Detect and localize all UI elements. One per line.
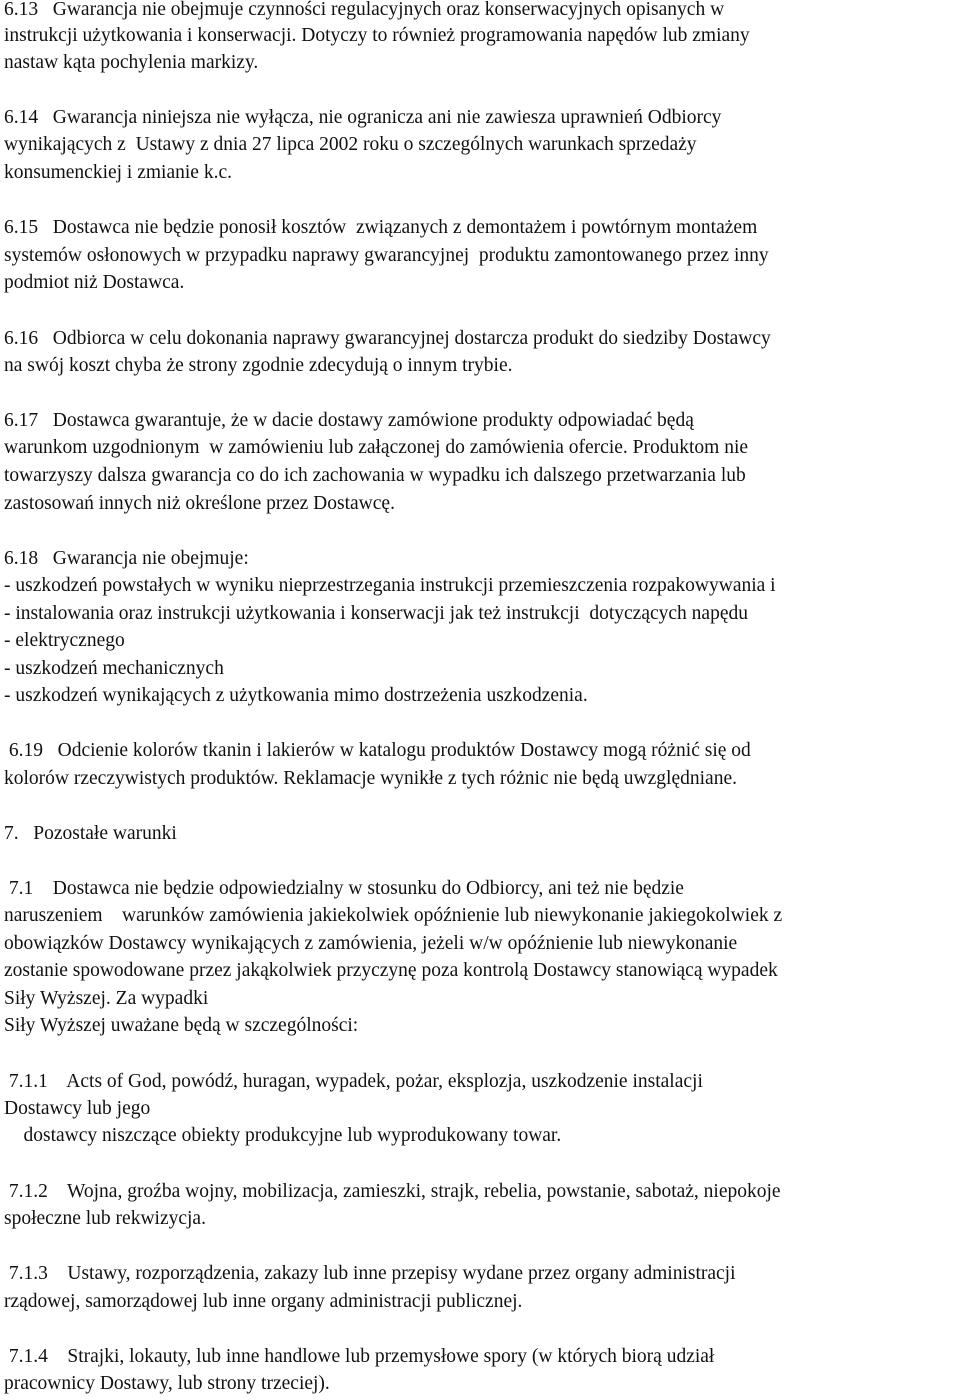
section-7-1-1-line-1: 7.1.1 Acts of God, powódź, huragan, wypadek, pożar, eksplozja, uszkodzenie instalacji [4, 1071, 703, 1092]
section-6-13-line-1: 6.13 Gwarancja nie obejmuje czynności regulacyjnych oraz konserwacyjnych opisanych w [4, 0, 725, 20]
section-6-19-line-2: kolorów rzeczywistych produktów. Reklamacje wynikłe z tych różnic nie będą uwzględniane. [4, 768, 737, 789]
section-7-1-line-1: 7.1 Dostawca nie będzie odpowiedzialny w stosunku do Odbiorcy, ani też nie będzie [4, 878, 684, 899]
section-7-1-line-4: zostanie spowodowane przez jakąkolwiek przyczynę poza kontrolą Dostawcy stanowiącą wypadek [4, 960, 778, 981]
section-6-15-line-2: systemów osłonowych w przypadku naprawy gwarancyjnej produktu zamontowanego przez inny [4, 245, 769, 266]
section-6-13-line-2: instrukcji użytkowania i konserwacji. Dotyczy to również programowania napędów lub zmiany [4, 25, 750, 46]
section-6-17-line-4: zastosowań innych niż określone przez Dostawcę. [4, 493, 395, 514]
section-7-1-2-line-2: społeczne lub rekwizycja. [4, 1208, 206, 1229]
section-6-16-line-2: na swój koszt chyba że strony zgodnie zdecydują o innym trybie. [4, 355, 513, 376]
section-6-18-line-1: 6.18 Gwarancja nie obejmuje: [4, 548, 249, 569]
section-7-1-3-line-1: 7.1.3 Ustawy, rozporządzenia, zakazy lub inne przepisy wydane przez organy administracji [4, 1263, 736, 1284]
section-6-18-item-4: - uszkodzeń mechanicznych [4, 658, 224, 679]
section-7-1-line-3: obowiązków Dostawcy wynikających z zamówienia, jeżeli w/w opóźnienie lub niewykonanie [4, 933, 738, 954]
section-7-heading: 7. Pozostałe warunki [4, 823, 177, 844]
section-6-14-line-2: wynikających z Ustawy z dnia 27 lipca 2002 roku o szczególnych warunkach sprzedaży [4, 134, 697, 155]
section-7-1-4-line-1: 7.1.4 Strajki, lokauty, lub inne handlowe lub przemysłowe spory (w których biorą udział [4, 1346, 715, 1367]
section-6-18-item-2: - instalowania oraz instrukcji użytkowania i konserwacji jak też instrukcji dotyczących napędu [4, 603, 748, 624]
section-7-1-line-6: Siły Wyższej uważane będą w szczególności: [4, 1015, 359, 1036]
section-6-17-line-1: 6.17 Dostawca gwarantuje, że w dacie dostawy zamówione produkty odpowiadać będą [4, 410, 694, 431]
section-6-18-item-5: - uszkodzeń wynikających z użytkowania mimo dostrzeżenia uszkodzenia. [4, 685, 588, 706]
section-7-1-line-2: naruszeniem warunków zamówienia jakiekolwiek opóźnienie lub niewykonanie jakiegokolwiek z [4, 905, 783, 926]
section-6-13-line-3: nastaw kąta pochylenia markizy. [4, 52, 259, 73]
section-6-14-line-3: konsumenckiej i zmianie k.c. [4, 162, 232, 183]
section-6-14-line-1: 6.14 Gwarancja niniejsza nie wyłącza, nie ogranicza ani nie zawiesza uprawnień Odbiorcy [4, 107, 722, 128]
section-7-1-1-line-2: Dostawcy lub jego [4, 1098, 151, 1119]
section-7-1-3-line-2: rządowej, samorządowej lub inne organy administracji publicznej. [4, 1291, 523, 1312]
section-6-16-line-1: 6.16 Odbiorca w celu dokonania naprawy gwarancyjnej dostarcza produkt do siedziby Dostawcy [4, 328, 771, 349]
section-6-15-line-1: 6.15 Dostawca nie będzie ponosił kosztów związanych z demontażem i powtórnym montażem [4, 217, 758, 238]
section-6-17-line-2: warunkom uzgodnionym w zamówieniu lub załączonej do zamówienia ofercie. Produktom nie [4, 437, 749, 458]
section-7-1-4-line-2: pracownicy Dostawy, lub strony trzeciej). [4, 1373, 330, 1394]
section-6-15-line-3: podmiot niż Dostawca. [4, 272, 185, 293]
section-6-17-line-3: towarzyszy dalsza gwarancja co do ich zachowania w wypadku ich dalszego przetwarzania lub [4, 465, 746, 486]
section-7-1-line-5: Siły Wyższej. Za wypadki [4, 988, 209, 1009]
section-7-1-2-line-1: 7.1.2 Wojna, groźba wojny, mobilizacja, zamieszki, strajk, rebelia, powstanie, sabotaż, niepokoje [4, 1181, 781, 1202]
section-6-18-item-3: - elektrycznego [4, 630, 125, 651]
section-7-1-1-line-3: dostawcy niszczące obiekty produkcyjne lub wyprodukowany towar. [4, 1125, 562, 1146]
section-6-19-line-1: 6.19 Odcienie kolorów tkanin i lakierów w katalogu produktów Dostawcy mogą różnić się od [4, 740, 751, 761]
section-6-18-item-1: - uszkodzeń powstałych w wyniku nieprzestrzegania instrukcji przemieszczenia rozpakowywania i [4, 575, 776, 596]
